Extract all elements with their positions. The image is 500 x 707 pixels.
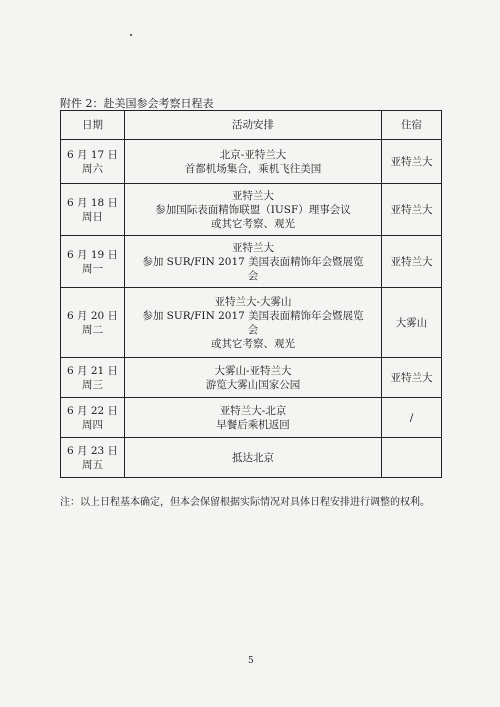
weekday-text: 周一	[82, 262, 103, 275]
stay-cell: /	[382, 398, 442, 438]
date-text: 6 月 22 日	[66, 404, 119, 417]
date-text: 6 月 19 日	[66, 248, 119, 261]
stay-cell: 亚特兰大	[382, 358, 442, 398]
activity-line: 抵达北京	[232, 451, 274, 464]
activity-line: 游览大雾山国家公园	[205, 378, 301, 391]
activity-line: 参加 SUR/FIN 2017 美国表面精饰年会暨展览	[142, 255, 364, 268]
weekday-text: 周日	[82, 210, 103, 223]
stay-cell: 亚特兰大	[382, 184, 442, 236]
date-text: 6 月 17 日	[66, 148, 119, 161]
table-row	[61, 288, 442, 358]
activity-line: 或其它考察、观光	[211, 337, 295, 350]
table-row	[61, 398, 442, 438]
activity-line: 参加 SUR/FIN 2017 美国表面精饰年会暨展览	[142, 309, 364, 322]
date-text: 6 月 18 日	[66, 196, 119, 209]
weekday-text: 周六	[82, 162, 103, 175]
document-title: 附件 2：赴美国参会考察日程表	[60, 97, 214, 110]
date-cell	[61, 358, 125, 398]
footnote: 注：以上日程基本确定，但本会保留根据实际情况对具体日程安排进行调整的权利。	[60, 497, 430, 508]
schedule-table	[60, 110, 442, 478]
stay-cell	[382, 438, 442, 478]
weekday-text: 周三	[82, 378, 103, 391]
header-activity: 活动安排	[125, 111, 382, 140]
table-row	[61, 184, 442, 236]
activity-cell	[125, 140, 382, 184]
stay-cell: 亚特兰大	[382, 236, 442, 288]
activity-line: 北京-亚特兰大	[219, 148, 287, 161]
stay-cell: 亚特兰大	[382, 140, 442, 184]
activity-cell	[125, 184, 382, 236]
date-cell	[61, 438, 125, 478]
activity-line: 亚特兰大-北京	[219, 404, 287, 417]
weekday-text: 周四	[82, 418, 103, 431]
speck-mark	[130, 34, 132, 36]
activity-cell	[125, 358, 382, 398]
weekday-text: 周二	[82, 323, 103, 336]
activity-line: 大雾山-亚特兰大	[214, 364, 292, 377]
activity-line: 参加国际表面精饰联盟（IUSF）理事会议	[155, 203, 351, 216]
activity-line: 亚特兰大	[232, 241, 274, 254]
table-row	[61, 438, 442, 478]
table-header-row	[61, 111, 442, 140]
table-row	[61, 140, 442, 184]
date-text: 6 月 21 日	[66, 364, 119, 377]
activity-line: 会	[247, 269, 259, 282]
header-stay: 住宿	[382, 111, 442, 140]
table-row	[61, 236, 442, 288]
activity-line: 亚特兰大-大雾山	[214, 295, 292, 308]
date-cell	[61, 140, 125, 184]
date-cell	[61, 184, 125, 236]
activity-cell	[125, 288, 382, 358]
weekday-text: 周五	[82, 458, 103, 471]
date-text: 6 月 23 日	[66, 444, 119, 457]
activity-cell	[125, 438, 382, 478]
activity-line: 早餐后乘机返回	[216, 418, 290, 431]
date-text: 6 月 20 日	[66, 309, 119, 322]
date-cell	[61, 236, 125, 288]
activity-line: 亚特兰大	[232, 189, 274, 202]
header-date: 日期	[61, 111, 125, 140]
stay-cell: 大雾山	[382, 288, 442, 358]
date-cell	[61, 398, 125, 438]
activity-cell	[125, 236, 382, 288]
page-number: 5	[248, 656, 254, 666]
activity-line: 首都机场集合，乘机飞往美国	[184, 162, 322, 175]
table-row	[61, 358, 442, 398]
activity-line: 会	[247, 323, 259, 336]
date-cell	[61, 288, 125, 358]
activity-line: 或其它考察、观光	[211, 217, 295, 230]
activity-cell	[125, 398, 382, 438]
